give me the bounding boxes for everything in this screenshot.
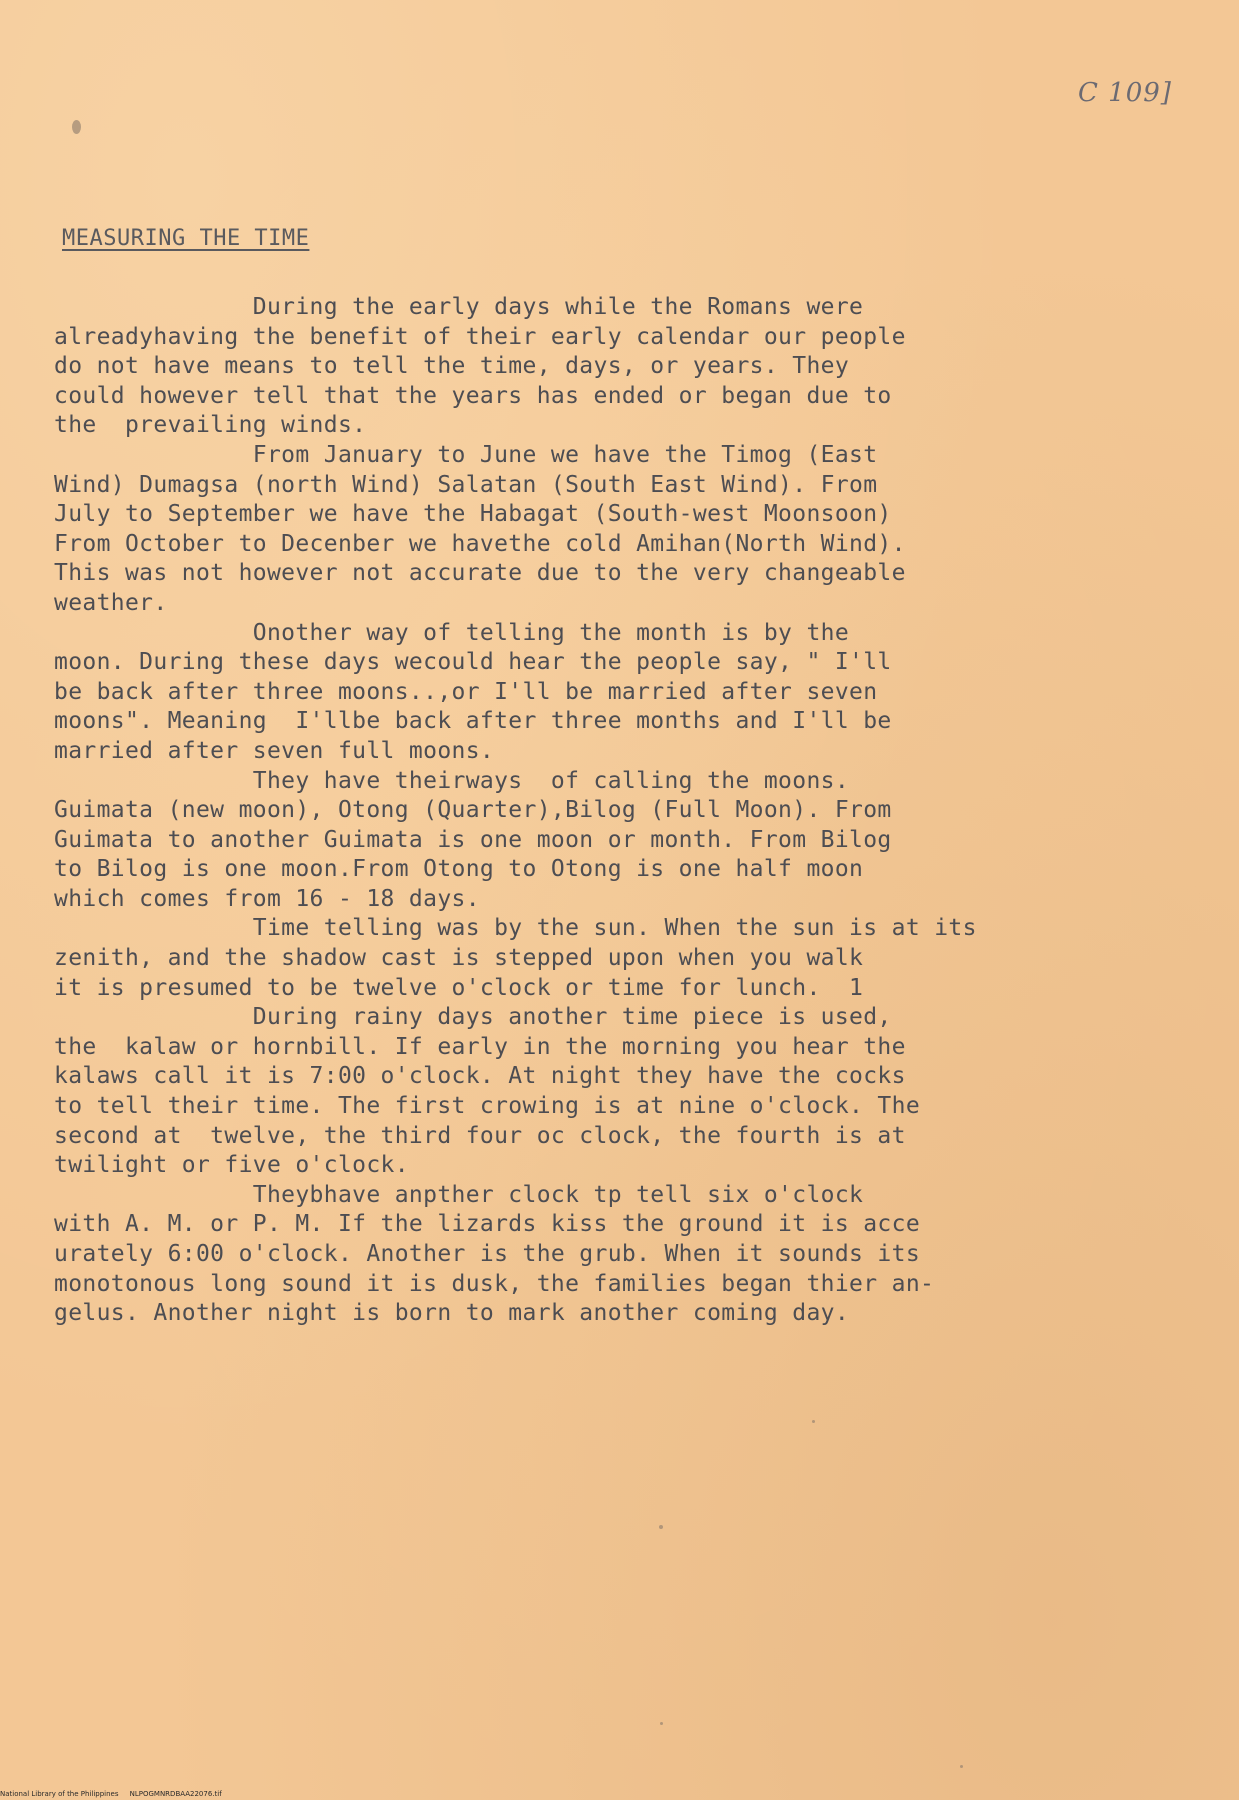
- text-line: monotonous long sound it is dusk, the families began thier an-: [54, 1270, 935, 1297]
- footer-caption: National Library of the Philippines NLPOGMNRDBAA22076.tif: [0, 1790, 222, 1798]
- text-line: be back after three moons..,or I'll be married after seven: [54, 678, 878, 705]
- text-line: kalaws call it is 7:00 o'clock. At night they have the cocks: [54, 1063, 906, 1090]
- text-line: gelus. Another night is born to mark another coming day.: [54, 1300, 850, 1327]
- paper-speck: [812, 1420, 815, 1423]
- text-line: Time telling was by the sun. When the sun is at its: [54, 915, 977, 942]
- text-line: weather.: [54, 589, 168, 616]
- text-line: Wind) Dumagsa (north Wind) Salatan (South East Wind). From: [54, 471, 878, 498]
- text-line: to Bilog is one moon.From Otong to Otong is one half moon: [54, 856, 864, 883]
- text-line: married after seven full moons.: [54, 737, 495, 764]
- text-line: During the early days while the Romans were: [54, 294, 864, 320]
- text-line: to tell their time. The first crowing is at nine o'clock. The: [54, 1093, 921, 1120]
- text-line: with A. M. or P. M. If the lizards kiss the ground it is acce: [54, 1211, 921, 1238]
- text-line: do not have means to tell the time, days, or years. They: [54, 353, 850, 380]
- text-line: Guimata to another Guimata is one moon or month. From Bilog: [54, 826, 892, 853]
- text-line: From January to June we have the Timog (East: [54, 441, 878, 468]
- text-line: the kalaw or hornbill. If early in the morning you hear the: [54, 1033, 906, 1060]
- text-line: urately 6:00 o'clock. Another is the grub. When it sounds its: [54, 1241, 921, 1267]
- paper-speck: [659, 1525, 663, 1529]
- text-line: July to September we have the Habagat (South-west Moonsoon): [54, 501, 892, 528]
- text-line: moons". Meaning I'llbe back after three months and I'll be: [54, 708, 892, 735]
- archive-reference-number: C 109]: [1078, 78, 1172, 108]
- text-line: During rainy days another time piece is used,: [54, 1004, 892, 1031]
- text-line: This was not however not accurate due to the very changeable: [54, 560, 906, 587]
- paper-speck: [660, 1722, 663, 1725]
- body-text: [54, 293, 1234, 1329]
- text-line: They have theirways of calling the moons.: [54, 767, 850, 794]
- text-line: zenith, and the shadow cast is stepped upon when you walk: [54, 945, 864, 972]
- paper-speck: [72, 120, 81, 134]
- text-line: twilight or five o'clock.: [54, 1152, 409, 1179]
- text-line: From October to Decenber we havethe cold Amihan(North Wind).: [54, 530, 906, 557]
- text-line: could however tell that the years has ended or began due to: [54, 382, 892, 409]
- text-line: second at twelve, the third four oc clock, the fourth is at: [54, 1122, 906, 1149]
- paper-speck: [960, 1765, 963, 1768]
- text-line: moon. During these days wecould hear the people say, " I'll: [54, 649, 892, 676]
- text-line: Onother way of telling the month is by the: [54, 619, 850, 646]
- text-line: Theybhave anpther clock tp tell six o'clock: [54, 1181, 864, 1208]
- page-title: MEASURING THE TIME: [62, 226, 310, 251]
- text-line: alreadyhaving the benefit of their early calendar our people: [54, 323, 906, 350]
- text-line: the prevailing winds.: [54, 412, 367, 439]
- text-line: Guimata (new moon), Otong (Quarter),Bilog (Full Moon). From: [54, 797, 892, 824]
- text-line: which comes from 16 - 18 days.: [54, 885, 480, 912]
- text-line: it is presumed to be twelve o'clock or time for lunch. 1: [54, 974, 864, 1001]
